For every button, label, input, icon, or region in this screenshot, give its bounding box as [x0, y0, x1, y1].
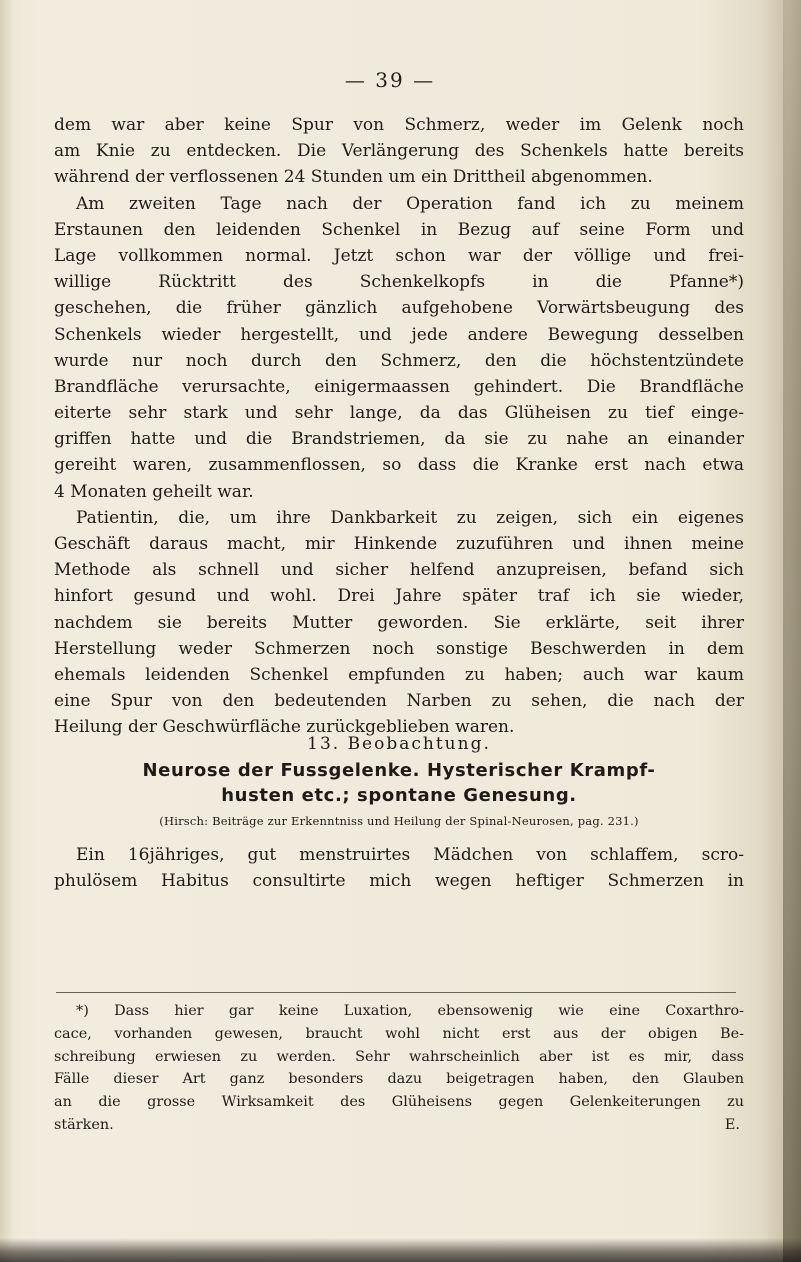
text-line: Ein 16jähriges, gut menstruirtes Mädchen von schlaffem, scro- [76, 845, 744, 865]
bottom-edge-shadow [0, 1238, 801, 1262]
footnote-line: cace, vorhanden gewesen, braucht wohl nicht erst aus der obigen Be- [54, 1025, 744, 1042]
footnote-last-line [54, 1114, 744, 1137]
text-line: während der verflossenen 24 Stunden um ein Drittheil abgenommen. [54, 167, 653, 188]
section-title-line-2: husten etc.; spontane Genesung. [221, 785, 577, 806]
section-citation: (Hirsch: Beiträge zur Erkenntniss und Heilung der Spinal-Neurosen, pag. 231.) [159, 814, 639, 828]
text-line: ehemals leidenden Schenkel empfunden zu haben; auch war kaum [54, 664, 744, 685]
footnote-rule [56, 992, 736, 993]
footnote-line: *) Dass hier gar keine Luxation, ebensowenig wie eine Coxarthro- [76, 1003, 744, 1019]
section-body [54, 842, 744, 894]
text-line: wurde nur noch durch den Schmerz, den die höchstentzündete [54, 350, 744, 371]
footnote [54, 1000, 744, 1137]
text-line: griffen hatte und die Brandstriemen, da sie zu nahe an einander [54, 429, 744, 450]
text-line: geschehen, die früher gänzlich aufgehobene Vorwärtsbeugung des [54, 298, 744, 319]
footnote-line: stärken. [54, 1116, 114, 1133]
section-title-line-1: Neurose der Fussgelenke. Hysterischer Krampf- [142, 760, 656, 781]
text-line: Patientin, die, um ihre Dankbarkeit zu zeigen, sich ein eigenes [76, 507, 744, 528]
text-line: willige Rücktritt des Schenkelkopfs in die Pfanne*) [54, 272, 744, 293]
text-line: am Knie zu entdecken. Die Verlängerung des Schenkels hatte bereits [54, 141, 744, 162]
footnote-line: Fälle dieser Art ganz besonders dazu beigetragen haben, den Glauben [54, 1071, 744, 1088]
footnote-line: schreibung erwiesen zu werden. Sehr wahrscheinlich aber ist es mir, dass [54, 1048, 744, 1065]
text-line: Geschäft daraus macht, mir Hinkende zuzuführen und ihnen meine [54, 534, 744, 554]
text-line: 4 Monaten geheilt war. [54, 481, 254, 502]
footnote-signature: E. [724, 1116, 740, 1133]
text-line: dem war aber keine Spur von Schmerz, weder im Gelenk noch [54, 115, 744, 135]
section-number: 13. Beobachtung. [307, 734, 491, 754]
text-line: hinfort gesund und wohl. Drei Jahre später traf ich sie wieder, [54, 586, 744, 607]
text-line: Am zweiten Tage nach der Operation fand ich zu meinem [76, 193, 744, 214]
text-line: Herstellung weder Schmerzen noch sonstige Beschwerden in dem [54, 638, 744, 659]
text-line: nachdem sie bereits Mutter geworden. Sie erklärte, seit ihrer [54, 612, 744, 633]
text-line: Schenkels wieder hergestellt, und jede andere Bewegung desselben [54, 324, 744, 345]
main-text [54, 112, 744, 741]
text-line: Erstaunen den leidenden Schenkel in Bezug auf seine Form und [54, 219, 744, 240]
footnote-line: an die grosse Wirksamkeit des Glüheisens gegen Gelenkeiterungen zu [54, 1094, 744, 1111]
text-line: Methode als schnell und sicher helfend anzupreisen, befand sich [54, 560, 744, 581]
text-line: Brandfläche verursachte, einigermaassen gehindert. Die Brandfläche [54, 376, 744, 397]
text-line: Heilung der Geschwürfläche zurückgeblieben waren. [54, 717, 515, 738]
text-line: eiterte sehr stark und sehr lange, da das Glüheisen zu tief einge- [54, 403, 744, 424]
text-line: eine Spur von den bedeutenden Narben zu sehen, die nach der [54, 691, 744, 712]
page-edge-shadow [783, 0, 801, 1262]
text-line: gereiht waren, zusammenflossen, so dass die Kranke erst nach etwa [54, 455, 744, 476]
text-line: Lage vollkommen normal. Jetzt schon war der völlige und frei- [54, 245, 744, 266]
text-line: phulösem Habitus consultirte mich wegen heftiger Schmerzen in [54, 871, 744, 892]
page-number: — 39 — [344, 68, 436, 92]
